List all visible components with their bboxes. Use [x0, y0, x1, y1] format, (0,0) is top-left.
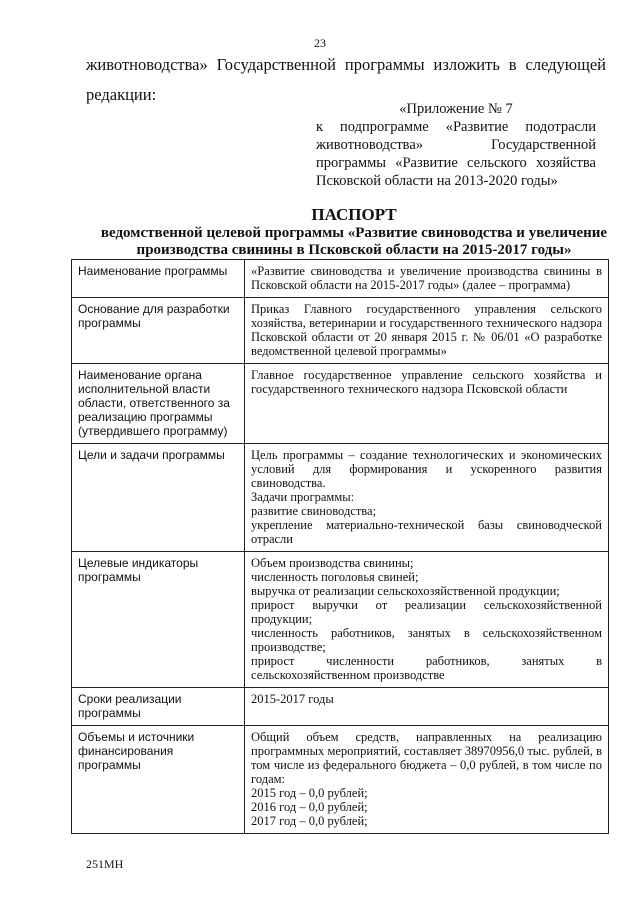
table-row	[72, 364, 609, 444]
row-value	[245, 260, 609, 298]
row-value-line: численность поголовья свиней;	[251, 570, 419, 584]
row-value-line: выручка от реализации сельскохозяйственной продукции;	[251, 584, 560, 598]
row-value	[245, 298, 609, 364]
row-label: Объемы и источники финансирования программы	[72, 726, 245, 834]
row-value	[245, 364, 609, 444]
row-value-line: 2017 год – 0,0 рублей;	[251, 814, 368, 828]
row-label: Цели и задачи программы	[72, 444, 245, 552]
row-value-line: Общий объем средств, направленных на реализацию программных мероприятий, составляет 38970956,0 тыс. рублей, в том числе из федерального бюджета – 0,0 рублей, в том числе по годам:	[251, 730, 602, 786]
passport-subtitle-line-1: ведомственной целевой программы «Развитие свиноводства и увеличение	[100, 225, 608, 241]
row-label: Наименование программы	[72, 260, 245, 298]
row-label: Основание для разработки программы	[72, 298, 245, 364]
row-value-line: 2015 год – 0,0 рублей;	[251, 786, 368, 800]
row-value-line: Главное государственное управление сельского хозяйства и государственного технического надзора Псковской области	[251, 368, 602, 396]
row-value-line: Цель программы – создание технологических и экономических условий для формирования и ускоренного развития свиноводства.	[251, 448, 602, 490]
row-value-line: развитие свиноводства;	[251, 504, 377, 518]
intro-line-1: животноводства» Государственной программы изложить в следующей	[86, 55, 606, 74]
appendix-title: «Приложение № 7	[399, 101, 513, 117]
intro-line-2: редакции:	[86, 85, 157, 104]
row-value-line: Задачи программы:	[251, 490, 355, 504]
row-value-line: Объем производства свинины;	[251, 556, 414, 570]
passport-table-body	[72, 260, 609, 834]
appendix-note	[316, 100, 596, 190]
row-value-line: численность работников, занятых в сельскохозяйственном производстве;	[251, 626, 602, 654]
row-value-line: Приказ Главного государственного управления сельского хозяйства, ветеринарии и государственного технического надзора Псковской области от 20 января 2015 г. № 06/01 «О разработке ведомственной целевой программы»	[251, 302, 602, 358]
passport-heading	[70, 205, 638, 259]
row-value	[245, 552, 609, 688]
row-value-line: «Развитие свиноводства и увеличение производства свинины в Псковской области на 2015-2017 годы» (далее – программа)	[251, 264, 602, 292]
table-row	[72, 444, 609, 552]
row-value	[245, 726, 609, 834]
table-row	[72, 260, 609, 298]
table-row	[72, 298, 609, 364]
passport-table	[71, 259, 609, 834]
document-code: 251МН	[86, 857, 124, 871]
page-number: 23	[314, 36, 326, 50]
row-label: Сроки реализации программы	[72, 688, 245, 726]
table-row	[72, 552, 609, 688]
passport-subtitle-line-2: производства свинины в Псковской области на 2015-2017 годы»	[136, 242, 572, 258]
row-value	[245, 444, 609, 552]
row-value-line: 2015-2017 годы	[251, 692, 334, 706]
row-label: Наименование органа исполнительной власти области, ответственного за реализацию программы (утвердившего программу)	[72, 364, 245, 444]
row-value	[245, 688, 609, 726]
passport-title: ПАСПОРТ	[311, 205, 397, 224]
row-value-line: укрепление материально-технической базы свиноводческой отрасли	[251, 518, 602, 546]
row-label: Целевые индикаторы программы	[72, 552, 245, 688]
row-value-line: 2016 год – 0,0 рублей;	[251, 800, 368, 814]
row-value-line: прирост численности работников, занятых в сельскохозяйственном производстве	[251, 654, 602, 682]
row-value-line: прирост выручки от реализации сельскохозяйственной продукции;	[251, 598, 602, 626]
appendix-body: к подпрограмме «Развитие подотрасли животноводства» Государственной программы «Развитие сельского хозяйства Псковской области на 2013-2020 годы»	[316, 119, 596, 189]
table-row	[72, 688, 609, 726]
table-row	[72, 726, 609, 834]
